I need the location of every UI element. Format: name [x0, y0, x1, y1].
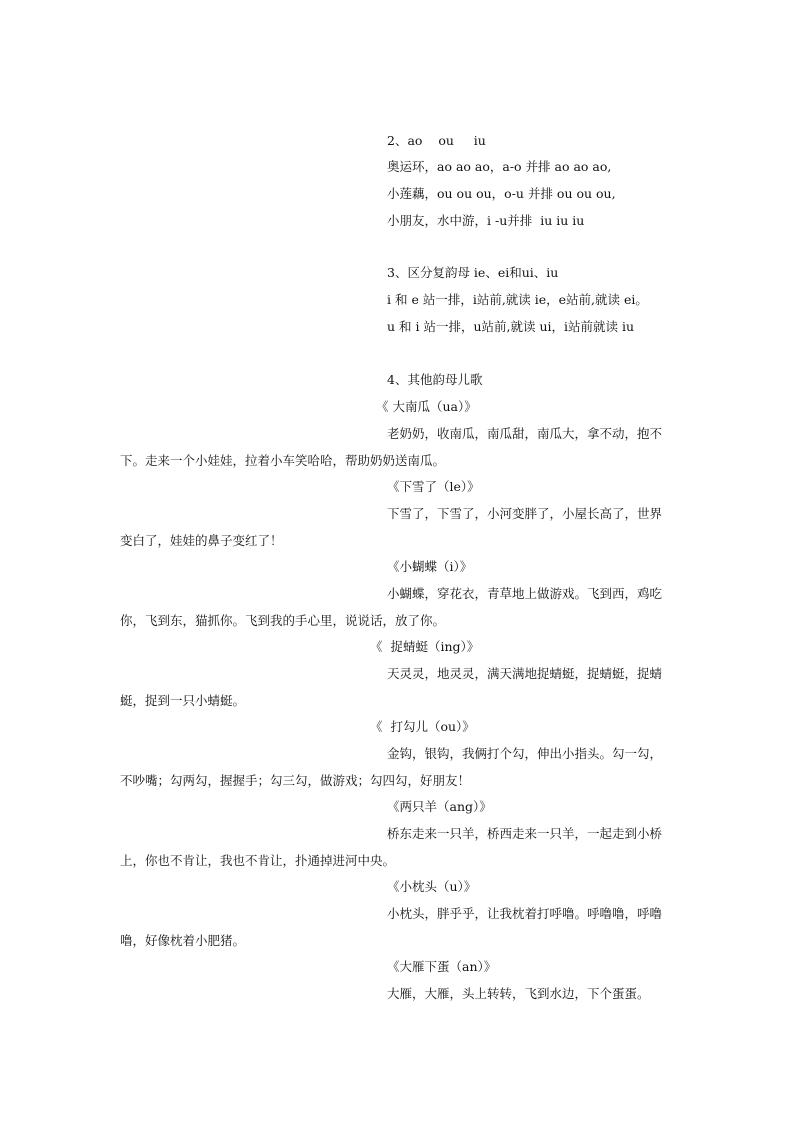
text-line: 奥运环，ao ao ao，a-o 并排 ao ao ao,: [387, 159, 612, 174]
song-line: 小枕头，胖乎乎，让我枕着打呼噜。呼噜噜，呼噜: [387, 906, 663, 921]
song-line: 金钩，银钩，我俩打个勾，伸出小指头。勾一勾，: [387, 746, 663, 761]
song-line: 下雪了，下雪了，小河变胖了，小屋长高了，世界: [387, 506, 663, 521]
song-title: 《 打勾儿（ou）》: [370, 719, 475, 734]
song-line: 不吵嘴；勾两勾，握握手；勾三勾，做游戏；勾四勾，好朋友！: [120, 773, 471, 788]
song-title: 《两只羊（ang）》: [387, 799, 492, 814]
song-title: 《小枕头（u）》: [387, 879, 477, 894]
song-title: 《 大南瓜（ua）》: [376, 399, 477, 414]
text-line: u 和 i 站一排，u站前,就读 ui，i站前就读 iu: [387, 319, 635, 334]
song-line: 桥东走来一只羊，桥西走来一只羊，一起走到小桥: [387, 826, 663, 841]
song-line: 蜓，捉到一只小蜻蜓。: [120, 693, 246, 708]
song-line: 噜，好像枕着小肥猪。: [120, 933, 246, 948]
song-line: 上，你也不肯让，我也不肯让，扑通掉进河中央。: [120, 853, 396, 868]
song-line: 老奶奶，收南瓜，南瓜甜，南瓜大，拿不动，抱不: [387, 426, 663, 441]
text-line: 小朋友，水中游，i -u并排 iu iu iu: [387, 213, 585, 228]
song-line: 大雁，大雁，头上转转，飞到水边，下个蛋蛋。: [387, 986, 650, 1001]
section-4-heading: 4、其他韵母儿歌: [387, 372, 483, 387]
song-line: 你，飞到东，猫抓你。飞到我的手心里，说说话，放了你。: [120, 613, 446, 628]
song-title: 《大雁下蛋（an）》: [387, 959, 497, 974]
song-line: 天灵灵，地灵灵，满天满地捉蜻蜓，捉蜻蜓，捉蜻: [387, 666, 663, 681]
song-line: 变白了，娃娃的鼻子变红了！: [120, 533, 283, 548]
song-title: 《 捉蜻蜓（ing）》: [370, 639, 480, 654]
section-2-heading: 2、ao ou iu: [387, 133, 486, 148]
song-title: 《下雪了（le）》: [387, 479, 480, 494]
song-line: 小蝴蝶，穿花衣，青草地上做游戏。飞到西，鸡吃: [387, 586, 663, 601]
song-line: 下。走来一个小娃娃，拉着小车笑哈哈，帮助奶奶送南瓜。: [120, 453, 446, 468]
text-line: i 和 e 站一排，i站前,就读 ie，e站前,就读 ei。: [387, 292, 648, 307]
song-title: 《小蝴蝶（i）》: [387, 559, 473, 574]
text-line: 小莲藕，ou ou ou，o-u 并排 ou ou ou,: [387, 186, 616, 201]
section-3-heading: 3、区分复韵母 ie、ei和ui、iu: [387, 265, 559, 280]
